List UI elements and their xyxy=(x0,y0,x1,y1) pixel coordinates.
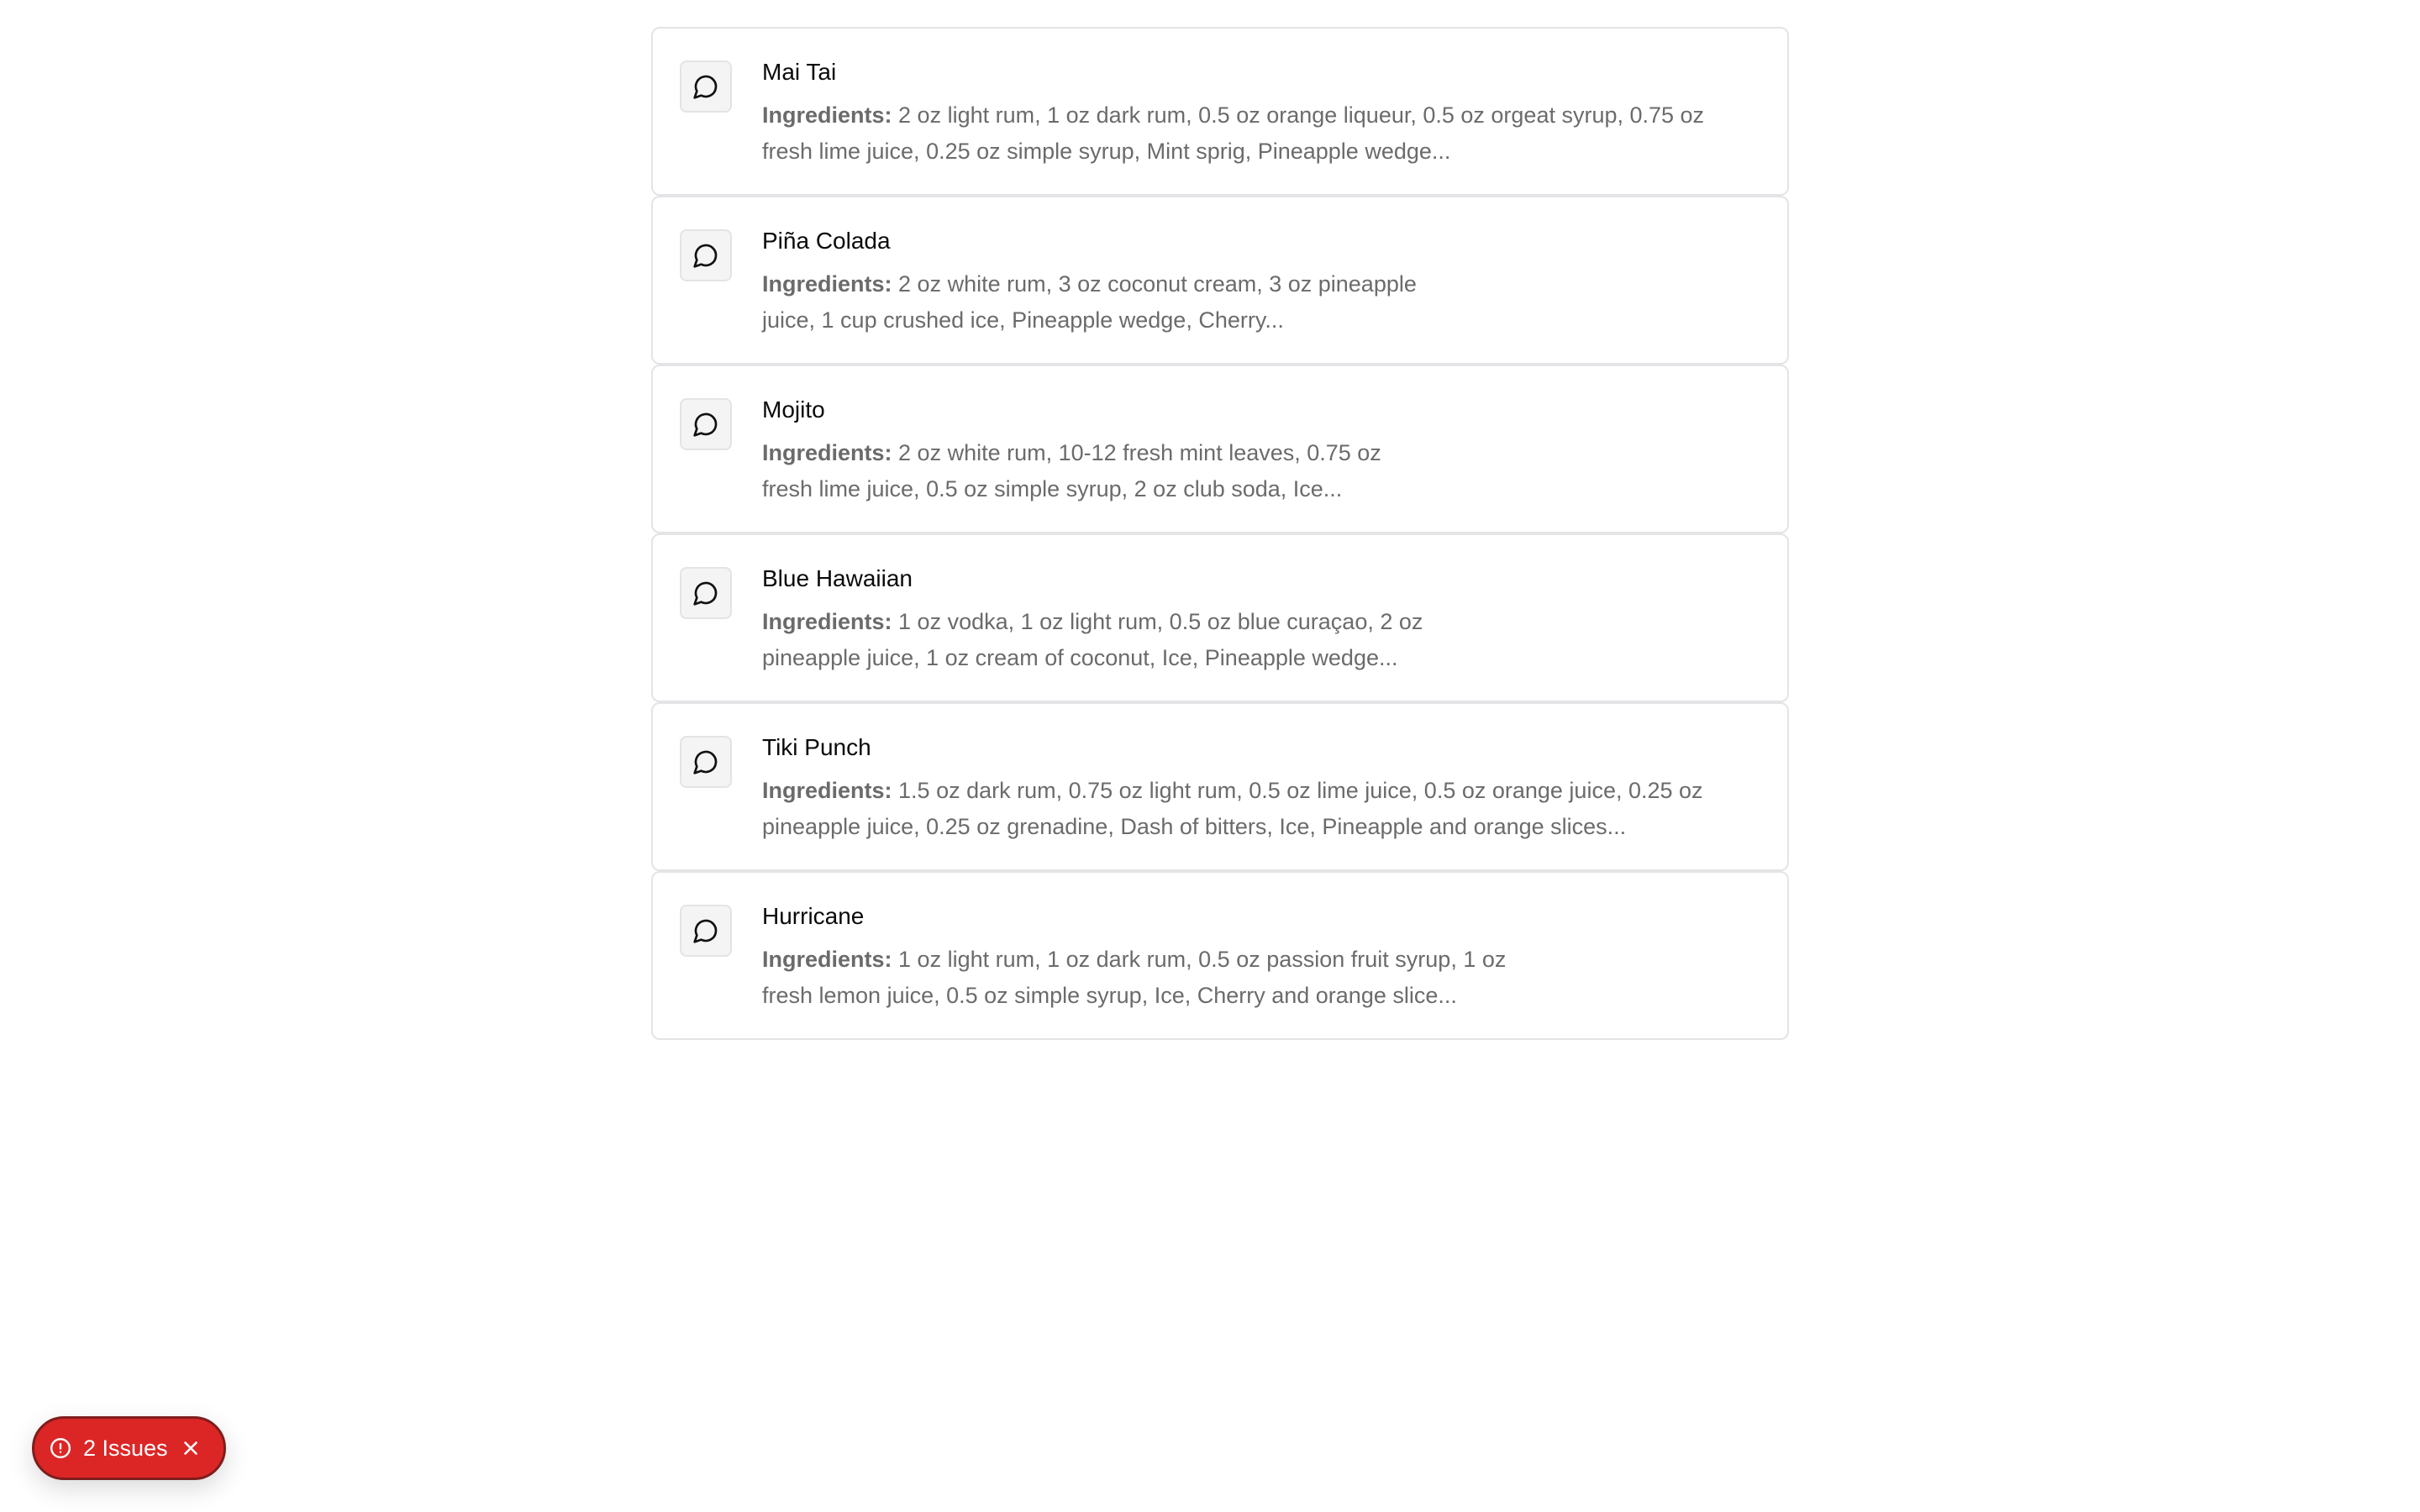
message-circle-icon[interactable] xyxy=(680,905,732,957)
cocktail-name: Blue Hawaiian xyxy=(762,565,913,591)
cocktail-ingredients xyxy=(762,942,1535,1014)
ingredients-text: 2 oz white rum, 10-12 fresh mint leaves, 0.75 oz fresh lime juice, 0.5 oz simple syrup, 2 oz club soda, Ice... xyxy=(762,440,1381,501)
cocktail-ingredients xyxy=(762,604,1451,676)
cocktail-name: Hurricane xyxy=(762,903,865,929)
message-circle-icon[interactable] xyxy=(680,567,732,619)
cocktail-card-hurricane[interactable] xyxy=(651,871,1789,1040)
message-circle-icon[interactable] xyxy=(680,398,732,450)
issues-badge[interactable] xyxy=(32,1416,226,1480)
message-circle-icon[interactable] xyxy=(680,736,732,788)
cocktail-name: Tiki Punch xyxy=(762,734,871,760)
alert-circle-icon xyxy=(50,1437,71,1459)
cocktail-name: Piña Colada xyxy=(762,228,891,254)
cocktail-card-mojito[interactable] xyxy=(651,365,1789,533)
cocktail-card-pina-colada[interactable] xyxy=(651,196,1789,365)
ingredients-text: 1.5 oz dark rum, 0.75 oz light rum, 0.5 oz lime juice, 0.5 oz orange juice, 0.25 oz pineapple juice, 0.25 oz grenadine, Dash of bitters, Ice, Pineapple and orange slices... xyxy=(762,778,1703,839)
ingredients-label: Ingredients: xyxy=(762,947,892,972)
ingredients-label: Ingredients: xyxy=(762,609,892,634)
ingredients-text: 2 oz light rum, 1 oz dark rum, 0.5 oz orange liqueur, 0.5 oz orgeat syrup, 0.75 oz fresh lime juice, 0.25 oz simple syrup, Mint sprig, Pineapple wedge... xyxy=(762,102,1705,164)
message-circle-icon[interactable] xyxy=(680,229,732,281)
ingredients-label: Ingredients: xyxy=(762,778,892,803)
cocktail-name: Mai Tai xyxy=(762,59,837,85)
cocktail-card-mai-tai[interactable] xyxy=(651,27,1789,196)
cocktail-ingredients xyxy=(762,773,1754,845)
cocktail-card-blue-hawaiian[interactable] xyxy=(651,533,1789,702)
cocktail-ingredients xyxy=(762,266,1418,339)
ingredients-label: Ingredients: xyxy=(762,271,892,297)
ingredients-text: 1 oz light rum, 1 oz dark rum, 0.5 oz passion fruit syrup, 1 oz fresh lemon juice, 0.5 oz simple syrup, Ice, Cherry and orange slice... xyxy=(762,947,1507,1008)
cocktail-name: Mojito xyxy=(762,396,825,423)
message-circle-icon[interactable] xyxy=(680,60,732,113)
ingredients-label: Ingredients: xyxy=(762,440,892,465)
issues-label[interactable]: 2 Issues xyxy=(83,1435,168,1461)
cocktail-ingredients xyxy=(762,97,1737,170)
close-icon[interactable] xyxy=(180,1437,202,1459)
ingredients-text: 1 oz vodka, 1 oz light rum, 0.5 oz blue curaçao, 2 oz pineapple juice, 1 oz cream of coconut, Ice, Pineapple wedge... xyxy=(762,609,1423,670)
ingredients-text: 2 oz white rum, 3 oz coconut cream, 3 oz pineapple juice, 1 cup crushed ice, Pineapple wedge, Cherry... xyxy=(762,271,1417,333)
cocktail-card-tiki-punch[interactable] xyxy=(651,702,1789,871)
cocktail-list xyxy=(651,27,1789,1040)
cocktail-ingredients xyxy=(762,435,1418,507)
ingredients-label: Ingredients: xyxy=(762,102,892,128)
